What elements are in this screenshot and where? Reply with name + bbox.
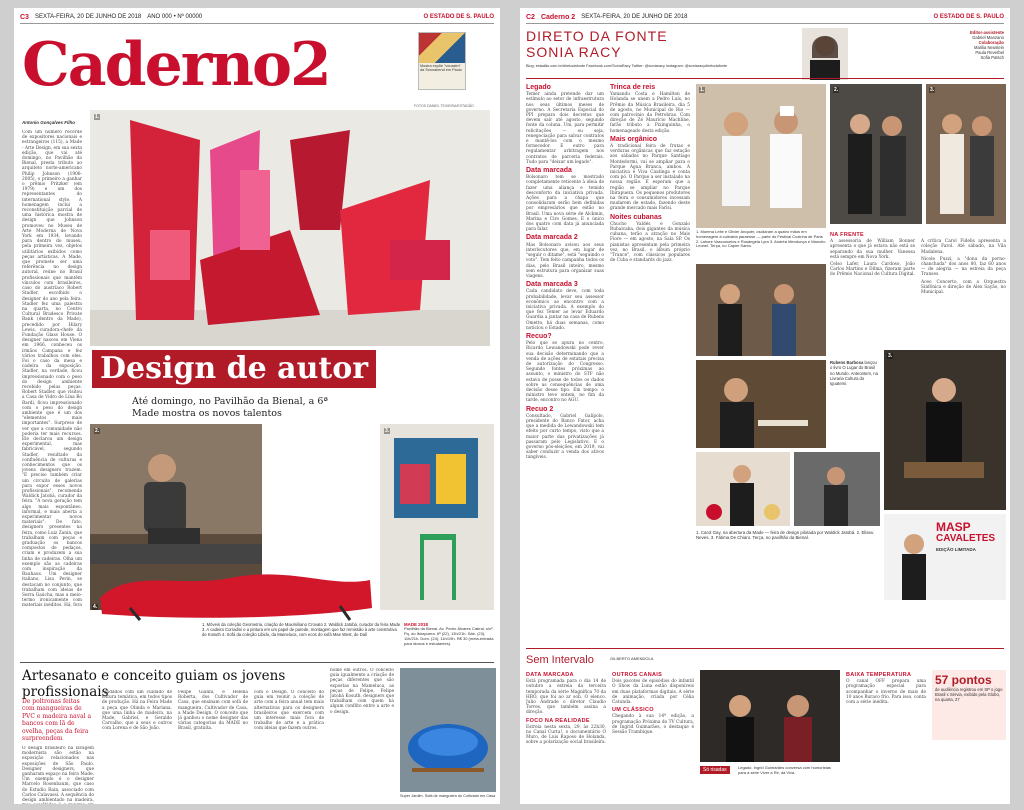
newspaper-name: O ESTADO DE S. PAULO [423,14,494,20]
photo-number-2: 2. [95,428,100,434]
note-text-2: Bolsonaro tem se mostrado completamente reticente à ideia de fazer uma aliança e temido desconforto da iniciativa privada. Ações para a chapa que consolidaram serão bem definidas por empresários que estão no Brasil. Uma nova série de Alckmin, Marina e Ciro Gomes. E o único dos quatro com data já anunciada para falar. [526,175,604,233]
collage-caption [696,230,826,262]
na-frente-box [830,230,1006,350]
event-info-title: MADE 2018 [404,622,428,627]
subhead: Até domingo, no Pavilhão da Bienal, a 6ª Made mostra os novos talentos [132,396,328,419]
chair-illustration [380,424,494,610]
page-issue: ANO 000 • Nº 00000 [147,14,203,20]
note-head-6: Recuo 2 [526,405,554,413]
masp-sign-line-2: CAVALETES [936,533,996,544]
ratings-box [932,670,1006,740]
couple-illustration [830,84,922,224]
pair-illustration [926,84,1006,224]
collage-number-2: 2. [834,87,839,93]
collage-caption-1: 1. Morena Leite e Olivier Anquier, oscilaram a quatro mãos em homenagem à culinária paraense — parte do Festival Cozinha de Paris [696,230,823,239]
columnist-name: SONIA RACY [526,44,622,60]
masthead: Caderno2 [22,30,330,100]
section-divider [20,662,494,663]
book-photo [696,360,826,448]
note-text-3: Mas Bolsonaro avisou aos seus interlocutores que, em lugar de "seguir o ditame", está "seguindo o voto". Tem feito campanha todos os dias, pelo Brasil inteiro, mesmo sem estrutura para organizar suas viagens. [526,242,604,279]
na-frente-item-3: A crítica Carol Fidelis apresenta a coleção Farol. Até sábado, na Vila Madalena. [921,239,1006,255]
byline: Antonio Gonçalves Filho [22,120,76,125]
event-photo-a [696,264,826,356]
sem-intervalo-byline: GILBERTO AMENDOLA [610,656,654,661]
photo-number-4: 4. [93,604,98,610]
event-info [404,622,496,656]
staff-box [858,30,1004,60]
note-head-1: Legado [526,84,551,91]
book-caption-name: Rubens Barbosa [830,360,864,365]
note-b-head-2: Mais orgânico [610,135,658,143]
photo-caption: 1. Móveis da coleção Geometria, criação de Maximiliano Crovato 2. Waldick Jatobá, curador da feira Made 3. A cadeira Corradini e a pintura em um papel de parede, montagem que faz remissão à arte construtiva de Kosuth 4. Sofá da coleção Libido, da Mameluca, com ecos do sofá Mae West, de Dalí [202,622,401,637]
bottom-col-1: O design brasileiro na lavagem modernista são estão na exposição relacionados nas exposições de São Paulo. Designer designers, que ganharam espaço na feira Made. Um exemplo é o designer Marcelo Rosenbaum, que caso do Estudio Rain, associado com Carlos Calavassi. A sequência do design ambientado na madeira, [22,746,94,804]
pair-photo [926,84,1006,224]
book-caption-text: lançou o livro O Lugar do Brasil no Mundo. Anteontem, na Livraria Cultura do Iguatemi. [830,360,878,387]
collage-number-3: 3. [930,87,935,93]
staff-role-1: Editor-assistente [970,30,1004,35]
section-name: Caderno 2 [540,13,576,21]
left-page-header [20,11,494,24]
note-text-5: Pelo que se apura no centro, Ricardo Lewandowski pode rever sua decisão determinando que a venda de ações de estatais precisa de autorização do Congresso. Segundo fontes próximas ao assunto, o ministro do STF não estava de posse de todos os dados sobre as consequências de uma decisão desse tipo. Em tempo: o ministro teve ontem, no fim da tarde, encontro no AGU. [526,341,604,404]
portrait-number-3: 3. [888,353,893,359]
sem-intervalo-title: Sem Intervalo [526,654,594,666]
hose-sofa-photo [400,668,496,792]
si-text-3: Dois pacotes de episódios do infantil O Show da Luna estão disponíveis em duas plataformas digitais. A série de animação, criada por Célia Catunda. [612,679,694,706]
na-frente-item-4: Nicole Puzzi, a "dona da porno-chanchada" dos anos 80, faz 60 anos — de alegria — na estreia da peça Transes. [921,256,1006,278]
comedians-illustration [700,670,840,762]
note-text-4: Cada candidato deve, com toda probabilidade, levar seu assessor econômico ao encontro com a iniciativa privada. A exemplo do que fez Temer ao levar Eduardo Guardia a jantar na casa de Rubens Ometto, há duas semanas, como noticiou o Estado. [526,289,604,331]
staff-name-4: Sofia Patsch [980,55,1004,60]
note-head-5: Recuo? [526,332,552,340]
column-divider [526,78,1004,79]
made-2-illustration [794,452,880,526]
section-divider [526,648,1004,649]
photo-number-1: 1. [95,114,100,120]
collage-caption-3: 3. Andréa Mendonça e Marcelo Leonel. Terça, no Capim Santo. [696,238,826,249]
made-caption: 1. Carol Gay, na abertura da Made — feira de design pilotada por Waldick Jatobá. 2. Eliseu Neves. 3. Fátima De Chiaro. Terça, no pavilhão da Bienal. [696,530,874,541]
si-head-5: BAIXA TEMPERATURA [846,672,912,678]
na-frente-item-1: A assessoria de William Bonner apresenta o que já estava não está se separando da sua mulher. Vanessa está sempre em Nova York. [830,239,915,260]
woman-illustration [884,350,1006,510]
social-line: Blog: estadão.com.br/diretodafonte Facebook.com/SoniaRacy Twitter: @soniaracy Instagram: @soniaracydiretodafonte [526,64,728,68]
note-head-4: Data marcada 3 [526,281,578,289]
furniture-illustration [90,110,490,346]
made-photo-2 [794,452,880,526]
headline: Design de autor [92,350,376,388]
book-illustration [696,360,826,448]
event-info-text: Pavilhão da Bienal. Av. Pedro Álvares Cabral, s/nº. Pq. do Ibirapuera. 6ª (22), 13h/21h. Sáb. (23), 11h/21h. Dom. (24), 11h/19h. R$ 30 (meia-entrada para idosos e estudantes). [404,626,494,646]
page-number: C3 [20,13,29,21]
staff-role-2: Colaboração [978,40,1004,45]
bottom-col-2: Ajudados com um cuidado de leitura temática, em todos tipos de produção. Há na Feira Made a peça que Olinda e Mariana, que uma linha de madeira, na Made, Gabriel, e Geraldo Carvalho, que a seus e outros com Lorena e de São João. [102,690,172,732]
event-a-illustration [696,264,826,356]
chair-photo [380,424,494,610]
ratings-score: 57 pontos [935,673,992,687]
bottom-lead: De poltronas feitas com mangueiras de PVC e madeira naval a bancos com lã de ovelha, peças da feira surpreendem [22,698,92,743]
note-text-1: Temer ainda pretende dar um estímulo ao setor de infraestrutura nos seus últimos meses de governo. A Secretaria Especial do PPI prepara dois decretos que devem sair até agosto, segundo fonte da coluna. Um, para permitir relicitações — ou seja, renegociação para salvar contratos e mantê-los com o mesmo fornecedor. E outro para regulamentar arbitragem nos contratos de parceria federais. Tudo para "deixar um legado". [526,92,604,165]
left-page [14,8,500,804]
promo-image [419,33,465,63]
page-date: SEXTA-FEIRA, 20 DE JUNHO DE 2018 [581,14,688,20]
hose-sofa-illustration [400,668,496,792]
comedians-photo [700,670,840,762]
na-frente-title: NA FRENTE [830,232,864,238]
promo-box[interactable] [418,32,466,90]
photo-label: Só risadas [700,766,730,774]
photo-number-3: 3. [385,428,390,434]
note-b-text-1: Yamandu Costa e Hamilton de Holanda se unem a Pedro Luís, no Prêmio da Música Brasileira, dia 5 de agosto, no Municipal do Rio — com patrocínio da Petrobras. Com direção de Zé Maurício Machline, farão tributo a Pixinguinha, o homenageado desta edição. [610,92,690,134]
si-text-5: O canal OFF prepara uma programação especial para acompanhar o inverno de mais de 10 anos Buraco frio. Para isso, conta com a série inédita. [846,679,926,706]
collage-number-1: 1. [700,87,705,93]
na-frente-item-5: Aceo Concerto, com a Orquestra Sinfônica e direção de Alex Sayão, no Municipal. [921,279,1006,296]
si-head-1: DATA MARCADA [526,672,574,678]
furniture-photo [90,110,490,346]
sem-intervalo-col-2 [612,670,694,802]
note-b-text-3: Chucho Valdés e Gonzalo Rubalcaba, dois gigantes da música cubana, terão a atração no Mais Fiore — em agosto, na Sala SP. Os pianistas apresentam pela primeira vez, no Brasil, o álbum próprio "Trance", com clássicos populares de Cuba e standards do jazz. [610,221,690,264]
masp-sign-line-1: MASP [936,520,971,534]
page-number: C2 [526,13,535,21]
right-page-header [526,11,1004,24]
hose-sofa-caption: Super Jardim. Sofá de mangueira do Cultivado em Casa [400,794,496,798]
column-title: DIRETO DA FONTE [526,28,668,44]
page-date: SEXTA-FEIRA, 20 DE JUNHO DE 2018 [34,14,142,20]
columnist-illustration [802,28,848,80]
si-head-3: OUTROS CANAIS [612,672,663,678]
note-b-text-2: A tradicional feira de frutas e verduras orgânicas que faz estação aos sábados no Parque Santiago Montedormi, vai se ampliar para o Parque Água Branca, ambos. A iniciativa é Viva Caatinga e conta com pó. O Parque a ser instalado na nossa região. E esperam que a região se ampliar no Parque Ibirapuera. Os pequenos produtores na feira e consumidores incessam mudarem de estado, fazendo deste grande mercado mais Farisi. [610,144,690,212]
made-photo-1 [696,452,790,526]
masp-photo [884,514,1006,600]
sofa-illustration [90,558,380,622]
right-page [520,8,1010,804]
bottom-col-3: Felipe Gianni, e Helena Roberta, dos Cultivador de Casa, que ensinam com sofá de mangueira, Cultivador de Casa, a Made Design. O conceito que já ganhou o nome designer das várias categorias da MADE no Brasil, gratuita. [178,690,248,732]
note-text-6: Consultado, Gabriel Galípolo, presidente do Banco Fator, acha que a medida de Lewandowski tem efeito por curto tempo, visto que a maior parte das privatizações já passaram pelo Legislativo. E o governo pós-eleições, em 2019, vai saber conduzir a venda dos ativos tangíveis. [526,413,604,461]
bottom-headline: Artesanato e conceito guiam os jovens profissionais [22,668,286,700]
staff-name-3: Paula Reverbel [975,50,1004,55]
note-b-head-1: Trinca de reis [610,84,656,91]
na-frente-item-2: Celso Lafer, Laura Cardoso, João Carlos Martins e Dilma, fizeram parte do Prêmio Nacional de Cultura Digital. [830,262,915,278]
book-caption [830,360,880,386]
columnist-photo [802,28,848,80]
photo-credit: FOTOS DANIEL TEIXEIRA/ESTADÃO [414,104,474,108]
note-head-2: Data marcada [526,167,572,175]
comedians-caption: Legado. Ingrid Guimarães conversa com humoristas para a série Viver a Rir, da Viva. [738,766,831,775]
notes-column-a [526,82,604,642]
masp-sign [936,522,995,555]
woman-portrait [884,350,1006,510]
si-head-4: UM CLÁSSICO [612,707,654,714]
staff-name-1: Gabriel Manzano [972,35,1004,40]
bottom-col-4: com o Design. O conceito do guia em reunir a coleção de arte com a feira anual tem mais alternativas para os designers brasileiros que exercem com um interesse mais fora de trabalho de arte e a prática com ideias que fazem outros. [254,690,324,732]
si-head-2: FOCO NA REALIDADE [526,717,590,724]
sem-intervalo-col-1 [526,670,606,802]
bottom-col-5: nome em outros. O conceito guia igualmente a criação de peças diferentes que são expostas na Mameluca, as peças de Felipe, Felipe Jatobá Kosuth, designers que trabalham com quem há algum conflito entre a arte e o design. [330,668,394,715]
made-1-illustration [696,452,790,526]
article-body: Com um número recorde de expositores nacionais e estrangeiros (115), a Made - Arte Design, em sua sexta edição, que vai até domingo, no Pavilhão da Bienal, presta tributo ao arquiteto norte-americano Philip Johnson (1906-2005), o primeiro a ganhar o prêmio Pritzker (em 1979) e um dos representantes do international style. A homenagem inclui a reconstituição parcial de uma histórica mostra de design que Johnson promoveu no Museu de Arte Moderna de Nova York em 1934, levando para dentro do museu, pela primeira vez, objetos utilitários exibidos como peças artísticas. A Made, que promete ser uma referência no design autoral, reúne no Brasil profissionais que mantêm vínculos com brasileiros, caso do austríaco Robert Stadler, escolhido o designer do ano pela feira. Stadler fez uma palestra na quarta, no Centro Cultural Bradesco Private Bank (dentro da Made), precedido por Hilary Lewis, curadora-chefe da Fundação Glass House. O designer nasceu em Viena em 1966, conheceu os irmãos Campana e fez vários trabalhos com eles. Foi o caso da mesa e cadeira da exposição. Stadler, na verdade, ficou impressionado com o peso do design ambiente recebido pelas peças. Robert Stadler, que visitou a Casa de Vidro de Lina Bo Bardi, ficou impressionado com o peso do design ambiente que é um dos "elementos mais importantes". Surpreso de ver que a comunidade não poderia ter mais recursos. Ele declarou um design experimental, mas fabricável, segundo Stadler, resultado da confluência de culturas e conhecimentos que os jovens designers trazem. "É preciso também criar um circuito de galerias para expor esses novos profissionais", recomenda Waldick Jatobá, curador da feira. "A nova geração tem algo mais espontâneo, informal, e mais aberta a experimentar novos materiais". De fato, designers presentes na feira, como Luiz Zanin, que trabalham com peças e graduação os bancos compostos de pedaços, criam e produzem a sua linha de cadeiras. Olha um exemplo são as cadeiras com inspiração da Bauhaus. Um designer italiano, Lisa Perin, se destacam no conjunto, que trabalham com ideias de Serra Gaúcha, mas a meio-termo ironicamente com materiais inéditos. Há, fora [22,130,82,608]
notes-column-b [610,82,690,642]
sem-intervalo-col-3 [846,670,926,802]
staff-name-2: Marilia Neustein [973,45,1004,50]
masp-sign-line-3: EDIÇÃO LIMITADA [936,547,976,552]
promo-text: Mostra expõe "vouasim" da Sonnabend em Paulo [420,64,462,73]
chefs-photo [696,84,826,228]
couple-photo [830,84,922,224]
sofa-photo [90,558,380,622]
si-text-2: Estreia nesta sexta, 29, às 22h30, no Canal Curta!, o documentário O Muro, de Luis Raposo de Holanda, sobre a polarização social brasileira. [526,724,606,746]
note-b-head-3: Noites cubanas [610,213,662,221]
note-head-3: Data marcada 2 [526,234,578,242]
si-text-4: Chegando à sua 14ª edição, a programação Próxima do TV Cultura, de Ingrid Guimarães, o destaque é Sessão Trambique. [612,714,694,736]
collage-caption-2: 2. Lahore Vasconcelos e Rosângela Lyra [696,238,769,244]
newspaper-name: O ESTADO DE S. PAULO [933,14,1004,20]
chefs-illustration [696,84,826,228]
si-text-1: Está programada para o dia 14 de outubro a estreia da terceira temporada da série Magnífica 70 da HBO, que foi ao ar sob. O elenco. Julio Andrade o diretor Claudio Torres, que também assina a direção. [526,679,606,716]
ratings-text: de audiência registrou em SP o jogo Brasil x Sérvia, exibido pela Globo, na quarta, 27 [935,687,1003,702]
